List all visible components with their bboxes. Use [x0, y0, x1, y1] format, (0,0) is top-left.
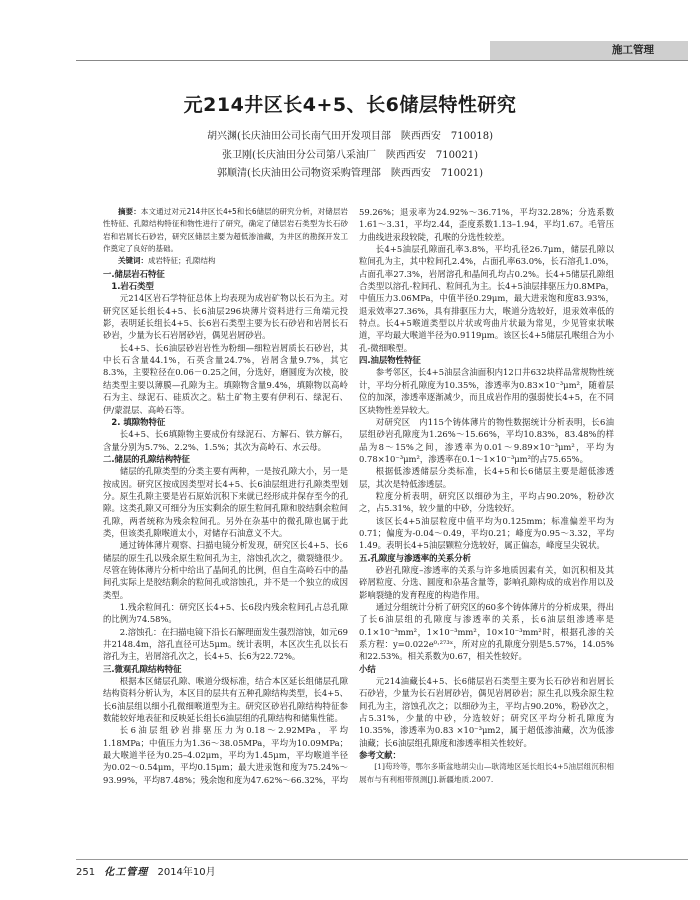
paragraph: 元214油藏长4+5、长6储层岩石类型主要为长石砂岩和岩屑长石砂岩，少量为长石岩屑砂岩，偶见岩屑砂岩；原生孔以残余原生粒间孔为主，溶蚀孔次之；以细砂为主，平均占90.20%，粉砂次之，占5.31%，少量的中砂，分选较好；研究区平均分析孔隙度为10.35%，渗透率为0.83 ×10⁻³μm2，属于超低渗油藏，次为低渗油藏；长6油层组孔隙度和渗透率相关性较好。	[359, 676, 614, 748]
section-heading: 小结	[359, 663, 376, 674]
issue-date: 2014年10月	[157, 867, 216, 878]
journal-name: 化工管理	[104, 867, 149, 878]
subsection-heading: 2. 填隙物特征	[111, 416, 166, 427]
section-heading: 四.油层物性特征	[359, 355, 421, 366]
paragraph: 元214区岩石学特征总体上均表现为成岩矿物以长石为主。对研究区延长组长4+5、长6油层296块薄片资料进行三角端元投影，表明延长组长4+5、长6岩石类型主要为长石砂岩和岩屑长石砂岩，少量为长石岩屑砂岩，偶见岩屑砂岩。	[103, 293, 348, 341]
abstract	[103, 206, 348, 255]
paragraph: 根据低渗透储层分类标准，长4+5和长6储层主要是超低渗透层，其次是特低渗透层。	[359, 466, 614, 489]
paragraph: 该区长4+5油层粒度中值平均为0.125mm；标准偏差平均为0.71；偏度为-0.04～0.49，平均0.21；峰度为0.95～3.32，平均1.49。表明长4+5油层颗粒分选较好，属正偏态，峰度呈尖锐状。	[359, 515, 614, 551]
author-list	[0, 128, 700, 184]
paper-title: 元214井区长4+5、长6储层特性研究	[183, 94, 517, 116]
abstract-text: 本文通过对元214井区长4+5和长6储层的研究分析，对储层岩性特征、孔隙结构特征和物性进行了研究，确定了储层岩石类型为长石砂岩和岩屑长石砂岩，研究区储层主要为超低渗油藏，为井区的勘探开发工作奠定了良好的基础。	[103, 207, 349, 254]
right-column	[359, 206, 614, 786]
paragraph: 根据本区储层孔隙、喉道分级标准，结合本区延长组储层孔隙结构资料分析认为，本区目的层共有五种孔隙结构类型，长4+5、长6油层组以细小孔微细喉道型为主。研究区砂岩孔隙结构特征参数能较好地表征和反映延长组长6油层组的孔隙结构和储集性能。	[103, 676, 348, 724]
header-band	[490, 41, 688, 60]
paragraph: 1.残余粒间孔：研究区长4+5、长6段内残余粒间孔占总孔隙的比例为74.58%。	[103, 602, 348, 625]
keywords	[103, 255, 348, 267]
left-column	[103, 206, 348, 786]
section-heading: 二.储层的孔隙结构特征	[103, 453, 190, 464]
paragraph: 通过分组统计分析了研究区的60多个铸体薄片的分析成果，得出了长6油层组的孔隙度与渗透率的关系，长6油层组渗透率是0.1×10⁻³mm²，1×10⁻³mm²，10×10⁻³mm²时，根据孔渗的关系方程：y=0.022e⁰·²⁷³ˣ，所对应的孔隙度分别是5.57%，14.05%和22.53%。相关系数为0.67，相关性较好。	[359, 602, 614, 662]
paragraph: 2.溶蚀孔：在扫描电镜下沿长石解理面发生强烈溶蚀，如元69井2148.4m，溶孔直径可达5μm。统计表明，本区次生孔以长石溶孔为主，岩屑溶孔次之，长4+5、长6为22.72%。	[103, 626, 348, 662]
paragraph: 对研究区 内115个铸体薄片的物性数据统计分析表明，长6油层组砂岩孔隙度为1.26%～15.66%，平均10.83%，83.48%的样品为8～15%之间，渗透率为0.01～9.89×10⁻³μm²，平均为0.78×10⁻³μm²，渗透率在0.1～1×10⁻³μm²的占75.65%。	[359, 416, 614, 464]
author-line: 胡兴渊(长庆油田公司长南气田开发项目部 陕西西安 710018)	[207, 131, 493, 142]
section-label: 施工管理	[612, 44, 654, 56]
paragraph: 粒度分析表明，研究区以细砂为主，平均占90.20%，粉砂次之，占5.31%，较少量的中砂，分选较好。	[359, 490, 614, 514]
paragraph: 储层的孔隙类型的分类主要有两种，一是按孔隙大小，另一是按成因。研究区按成因类型对长4+5、长6油层组进行孔隙类型划分。原生孔隙主要是岩石原始沉积下来就已经形成并保存至今的孔隙。这类孔隙又可细分为压实剩余的原生粒间孔隙和胶结剩余粒间孔隙，两者统称为残余粒间孔。另外在杂基中的微孔隙也属于此类，但该类孔隙喉道太小，对储存石油意义不大。	[103, 466, 348, 538]
paragraph: 通过铸体薄片观察、扫描电镜分析发现，研究区长4+5、长6储层的原生孔以残余原生粒间孔为主，溶蚀孔次之，微裂缝很少。尽管在铸体薄片分析中给出了晶间孔的比例，但自生高岭石中的晶间孔实际上是胶结剩余的粒间孔或溶蚀孔，并不是一个独立的成因类型。	[103, 540, 348, 600]
keywords-label: 关键词：	[118, 256, 148, 266]
paragraph: 长4+5油层孔隙面孔率3.8%，平均孔径26.7μm，储层孔隙以粒间孔为主，其中粒间孔2.4%，占面孔率63.0%，长石溶孔1.0%，占面孔率27.3%，岩屑溶孔和晶间孔均占0.2%。长4+5储层孔隙组合类型以溶孔-粒间孔、粒间孔为主。长4+5油层排驱压力0.8MPa，中值压力3.06MPa，中值半径0.29μm，最大进汞饱和度83.93%，退汞效率27.36%，具有排驱压力大，喉道分选较好，退汞效率低的特点。长4+5喉道类型以片状或弯曲片状最为常见，少见管束状喉道，平均最大喉道半径为0.9119μm。该区长4+5储层孔喉组合为小孔-微细喉型。	[359, 244, 614, 353]
paragraph: 长6油层组砂岩排驱压力为0.18～2.92MPa，平均1.18MPa；中值压力为1.36～38.05MPa，平均为10.09MPa；最大喉道半径为0.25–4.02μm，平均为1.45μm，平均喉道半径为0.02～0.54μm，平均0.15μm；最大进汞饱和度为75.24%～93.99%，平均87.48%；残余饱和度为47.62%～66.32%，平均	[103, 725, 348, 785]
references-heading: 参考文献：	[359, 750, 401, 761]
section-heading: 一.储层岩石特征	[103, 268, 165, 279]
paragraph: 59.26%；退汞率为24.92%～36.71%，平均32.28%；分选系数1.61～3.31，平均2.44，歪度系数1.13–1.94，平均1.67。毛管压力曲线进汞段较陡，孔喉的分选性较差。	[359, 207, 614, 242]
header-rule	[76, 60, 688, 61]
subsection-heading: 1.岩石类型	[111, 281, 154, 292]
footer-rule	[76, 859, 688, 860]
page-number: 251	[76, 867, 96, 878]
author-line: 郭顺清(长庆油田公司物资采购管理部 陕西西安 710021)	[217, 168, 483, 179]
reference-item: [1]苟玲等，鄂尔多斯盆地胡尖山—耿湾地区延长组长4+5油层组沉积相展布与有利相带预测[J].新疆地质.2007.	[359, 762, 614, 784]
paragraph: 长4+5、长6填隙物主要成份有绿泥石、方解石、铁方解石，含量分别为5.7%、2.2%、1.5%；其次为高岭石、水云母。	[103, 429, 348, 452]
section-heading: 五.孔隙度与渗透率的关系分析	[359, 552, 472, 563]
abstract-label: 摘要：	[118, 207, 141, 216]
page-footer	[76, 863, 216, 878]
keywords-text: 成岩特征；孔隙结构	[148, 256, 216, 266]
section-heading: 三.微观孔隙结构特征	[103, 663, 182, 674]
paragraph: 长4+5、长6油层砂岩岩性为粉细—细粒岩屑质长石砂岩，其中长石含量44.1%，石英含量24.7%，岩屑含量9.7%，其它8.3%，主要粒径在0.06－0.25之间，分选好，磨圆度为次棱，胶结类型主要以薄膜—孔隙为主。填隙物含量9.4%，填隙物以高岭石为主、绿泥石、硅质次之。粘土矿物主要有伊利石、绿泥石、伊/蒙混层、高岭石等。	[103, 342, 348, 415]
paragraph: 砂岩孔隙度–渗透率的关系与许多地质因素有关，如沉积相及其碎屑粒度、分选、圆度和杂基含量等，影响孔隙构成的成岩作用以及影响裂缝的发育程度的构造作用。	[359, 564, 614, 600]
author-line: 张卫刚(长庆油田分公司第八采油厂 陕西西安 710021)	[222, 149, 478, 161]
paragraph: 参考邻区，长4+5油层含油面积内12口井632块样品常规物性统计，平均分析孔隙度为10.35%，渗透率为0.83×10⁻³μm²，随着层位的加深，渗透率逐渐减少，而且成岩作用的强弱使长4+5，在不同区块物性差异较大。	[359, 367, 614, 415]
